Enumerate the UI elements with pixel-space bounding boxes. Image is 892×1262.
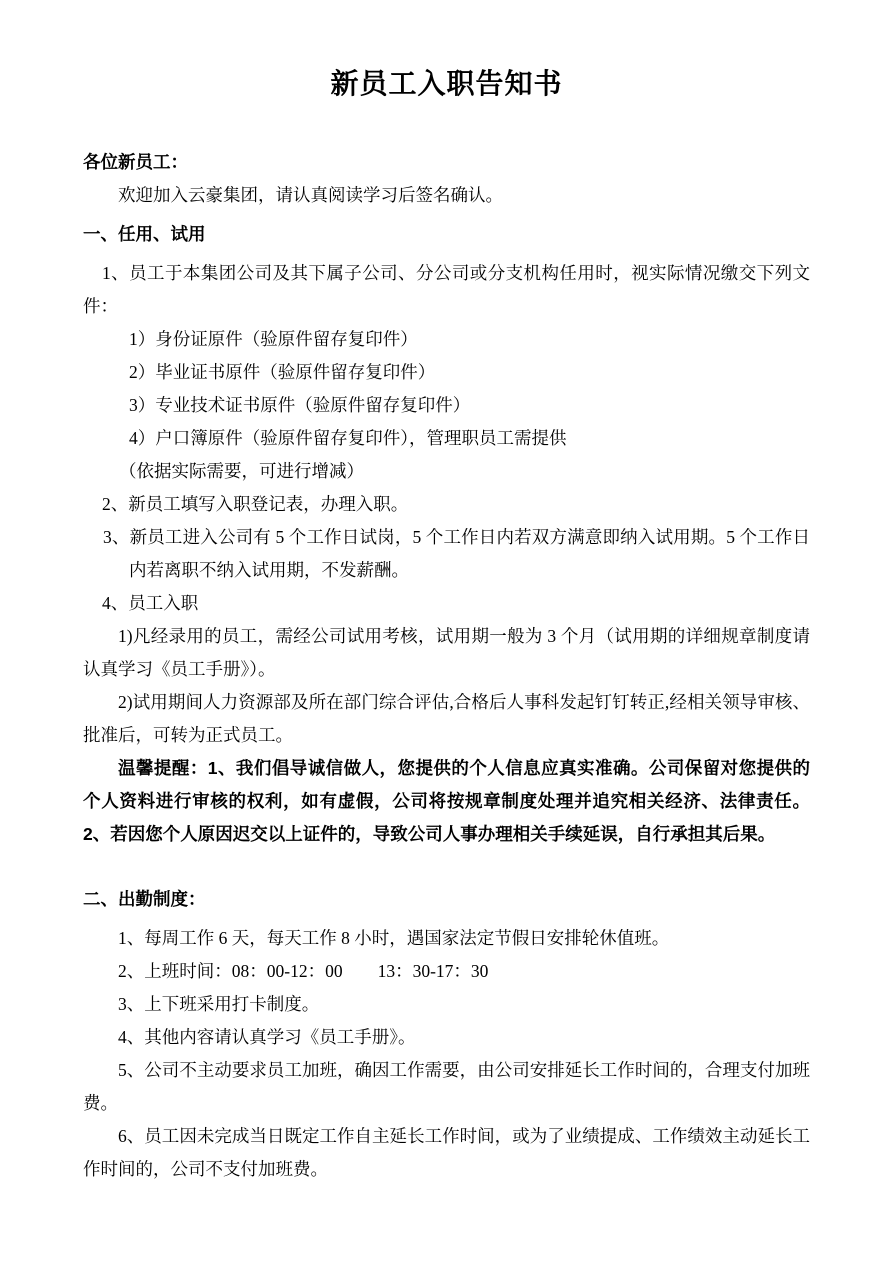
blank-line: [83, 851, 810, 877]
doc-list-item-2: 2）毕业证书原件（验原件留存复印件）: [129, 362, 436, 382]
section1-item4-sub1: 1)凡经录用的员工，需经公司试用考核，试用期一般为 3 个月（试用期的详细规章制度请认真学习《员工手册》）。: [83, 626, 810, 679]
section1-item1: 1、员工于本集团公司及其下属子公司、分公司或分支机构任用时，视实际情况缴交下列文件：: [83, 263, 810, 316]
section2-item-6: 6、员工因未完成当日既定工作自主延长工作时间，或为了业绩提成、工作绩效主动延长工作时间的，公司不支付加班费。: [83, 1126, 810, 1179]
section2-item-1: 1、每周工作 6 天，每天工作 8 小时，遇国家法定节假日安排轮休值班。: [118, 928, 670, 948]
section1-item2: 2、新员工填写入职登记表，办理入职。: [102, 494, 409, 514]
section2-item-2: 2、上班时间：08：00-12：00 13：30-17：30: [118, 961, 489, 981]
section1-item3: 3、新员工进入公司有 5 个工作日试岗，5 个工作日内若双方满意即纳入试用期。5 个工作日内若离职不纳入试用期，不发薪酬。: [103, 527, 810, 580]
section2-item-3: 3、上下班采用打卡制度。: [118, 994, 320, 1014]
doc-list-item-4: 4）户口簿原件（验原件留存复印件），管理职员工需提供: [129, 428, 567, 448]
doc-list-note: （依据实际需要，可进行增减）: [119, 461, 364, 481]
section1-heading: 一、任用、试用: [83, 224, 206, 244]
document-title: 新员工入职告知书: [330, 69, 563, 100]
section2-item-5: 5、公司不主动要求员工加班，确因工作需要，由公司安排延长工作时间的，合理支付加班费。: [83, 1060, 810, 1113]
intro-paragraph: 欢迎加入云豪集团，请认真阅读学习后签名确认。: [118, 185, 503, 205]
section1-item4: 4、员工入职: [102, 593, 199, 613]
doc-list-item-1: 1）身份证原件（验原件留存复印件）: [129, 329, 418, 349]
section1-item4-sub2: 2)试用期间人力资源部及所在部门综合评估,合格后人事科发起钉钉转正,经相关领导审核、批准后，可转为正式员工。: [83, 692, 810, 745]
section2-heading: 二、出勤制度：: [83, 889, 206, 909]
salutation: 各位新员工：: [83, 152, 188, 172]
reminder-paragraph: 温馨提醒：1、我们倡导诚信做人，您提供的个人信息应真实准确。公司保留对您提供的个人资料进行审核的权利，如有虚假，公司将按规章制度处理并追究相关经济、法律责任。2、若因您个人原因迟交以上证件的，导致公司人事办理相关手续延误，自行承担其后果。: [83, 758, 810, 844]
section2-item-4: 4、其他内容请认真学习《员工手册》。: [118, 1027, 416, 1047]
doc-list-item-3: 3）专业技术证书原件（验原件留存复印件）: [129, 395, 471, 415]
